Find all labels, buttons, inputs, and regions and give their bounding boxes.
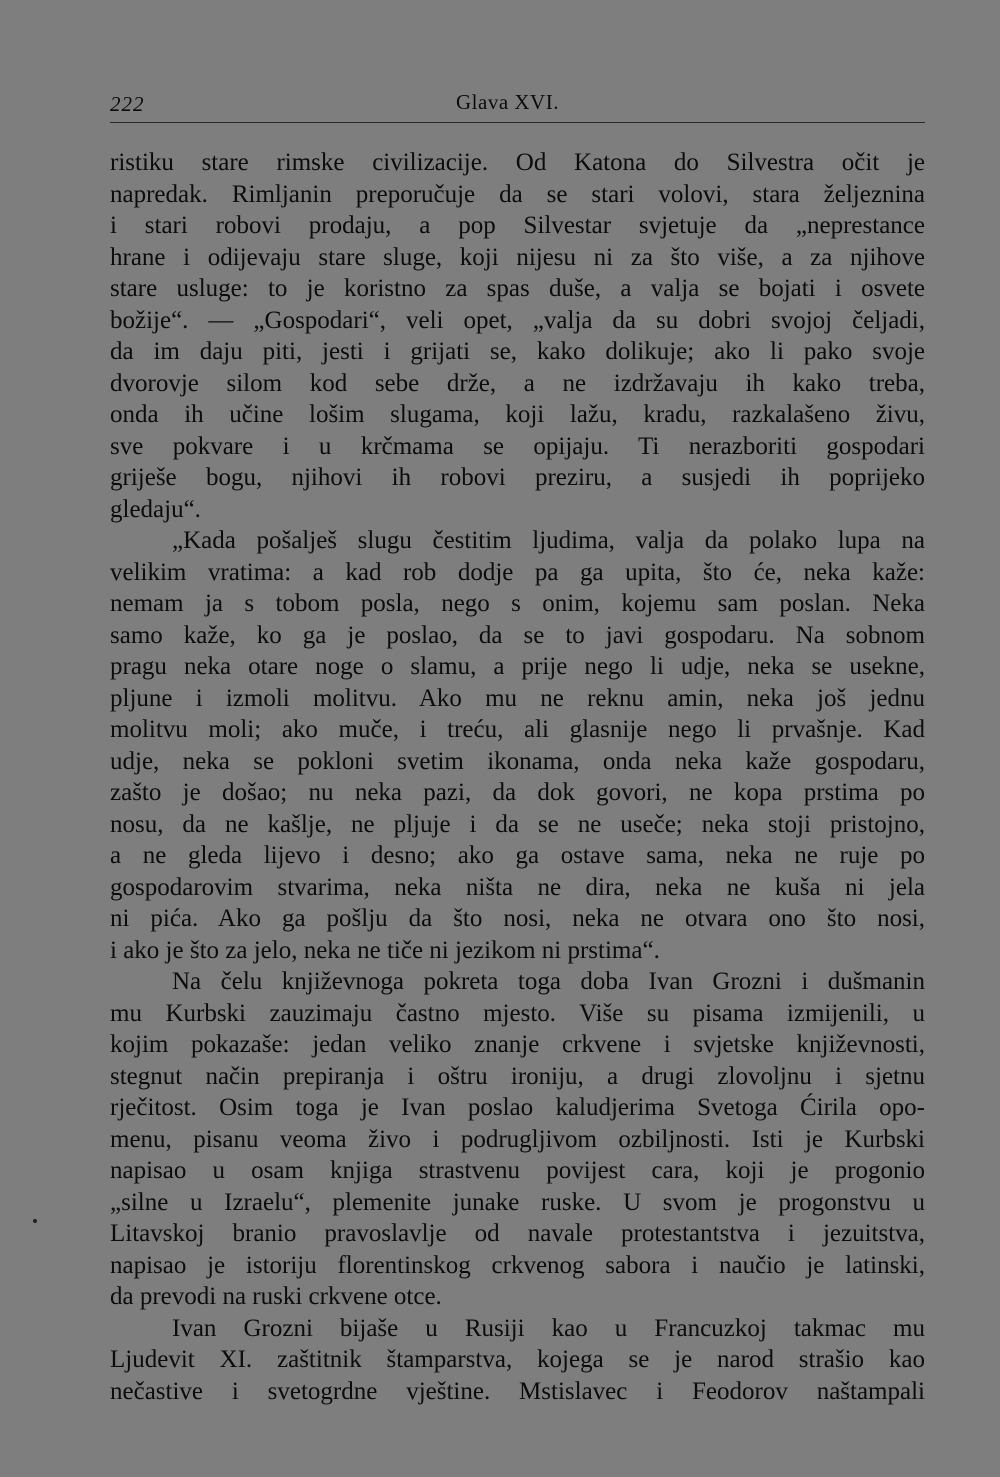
page-number: 222 [110, 92, 145, 116]
text-line: gledaju“. [110, 495, 201, 523]
text-line: kojim pokazaše: jedan veliko znanje crkvene i svjetske književnosti, [110, 1031, 925, 1058]
text-line: rječitost. Osim toga je Ivan poslao kaludjerima Svetoga Ćirila opo- [110, 1094, 925, 1121]
text-line: i ako je što za jelo, neka ne tiče ni jezikom ni prstima“. [110, 936, 660, 964]
text-line: mu Kurbski zauzimaju častno mjesto. Više su pisama izmijenili, u [110, 999, 925, 1027]
text-line: onda ih učine lošim slugama, koji lažu, kradu, razkalašeno živu, [110, 401, 925, 428]
body-text [110, 147, 925, 1407]
text-line: hrane i odijevaju stare sluge, koji nijesu ni za što više, a za njihove [110, 243, 925, 271]
text-line: Na čelu književnoga pokreta toga doba Ivan Grozni i dušmanin [172, 968, 925, 995]
text-line: da prevodi na ruski crkvene otce. [110, 1283, 442, 1310]
text-line: stegnut način prepiranja i oštru ironiju, a drugi zlovoljnu i sjetnu [110, 1062, 925, 1090]
text-line: sve pokvare i u krčmama se opijaju. Ti nerazboriti gospodari [110, 432, 925, 460]
text-line: ristiku stare rimske civilizacije. Od Katona do Silvestra očit je [110, 149, 925, 176]
text-line: „silne u Izraelu“, plemenite junake ruske. U svom je progonstvu u [110, 1188, 925, 1216]
text-line: napisao je istoriju florentinskog crkvenog sabora i naučio je latinski, [110, 1251, 925, 1279]
text-line: nečastive i svetogrdne vještine. Mstislavec i Feodorov naštampali [110, 1377, 925, 1405]
text-line: Ivan Grozni bijaše u Rusiji kao u Francuzkoj takmac mu [172, 1314, 925, 1342]
text-line: gospodarovim stvarima, neka ništa ne dira, neka ne kuša ni jela [110, 873, 925, 901]
text-line: samo kaže, ko ga je poslao, da se to javi gospodaru. Na sobnom [110, 621, 925, 649]
text-line: nosu, da ne kašlje, ne pljuje i da se ne useče; neka stoji pristojno, [110, 810, 925, 838]
text-line: dvorovje silom kod sebe drže, a ne izdržavaju ih kako treba, [110, 369, 925, 397]
text-line: pragu neka otare noge o slamu, a prije nego li udje, neka se usekne, [110, 653, 925, 680]
text-line: da im daju piti, jesti i grijati se, kako dolikuje; ako li pako svoje [110, 338, 925, 365]
text-line: i stari robovi prodaju, a pop Silvestar svjetuje da „neprestance [110, 212, 925, 239]
text-line: Litavskoj branio pravoslavlje od navale protestantstva i jezuitstva, [110, 1220, 925, 1247]
margin-dot [33, 1219, 37, 1223]
text-line: a ne gleda lijevo i desno; ako ga ostave sama, neka ne ruje po [110, 842, 925, 869]
page-header [110, 86, 925, 122]
text-line: udje, neka se pokloni svetim ikonama, onda neka kaže gospodaru, [110, 747, 925, 775]
text-line: božije“. — „Gospodari“, veli opet, „valja da su dobri svojoj čeljadi, [110, 306, 925, 334]
text-line: zašto je došao; nu neka pazi, da dok govori, ne kopa prstima po [110, 779, 925, 806]
running-head: Glava XVI. [456, 90, 559, 114]
text-line: napisao u osam knjiga strastvenu povijest cara, koji je progonio [110, 1157, 925, 1184]
text-line: pljune i izmoli molitvu. Ako mu ne reknu amin, neka još jednu [110, 684, 925, 712]
text-line: napredak. Rimljanin preporučuje da se stari volovi, stara željeznina [110, 180, 925, 208]
text-line: stare usluge: to je koristno za spas duše, a valja se bojati i osvete [110, 275, 925, 302]
text-line: griješe bogu, njihovi ih robovi preziru, a susjedi ih poprijeko [110, 464, 925, 491]
text-line: ni pića. Ako ga pošlju da što nosi, neka ne otvara ono što nosi, [110, 905, 925, 932]
text-line: nemam ja s tobom posla, nego s onim, kojemu sam poslan. Neka [110, 590, 925, 617]
text-line: molitvu moli; ako muče, i treću, ali glasnije nego li prvašnje. Kad [110, 716, 925, 743]
text-line: Ljudevit XI. zaštitnik štamparstva, kojega se je narod strašio kao [110, 1346, 925, 1373]
text-line: velikim vratima: a kad rob dodje pa ga upita, što će, neka kaže: [110, 558, 925, 586]
header-rule [110, 122, 925, 123]
text-line: „Kada pošalješ slugu čestitim ljudima, valja da polako lupa na [172, 527, 925, 554]
text-line: menu, pisanu veoma živo i podrugljivom ozbiljnosti. Isti je Kurbski [110, 1125, 925, 1153]
